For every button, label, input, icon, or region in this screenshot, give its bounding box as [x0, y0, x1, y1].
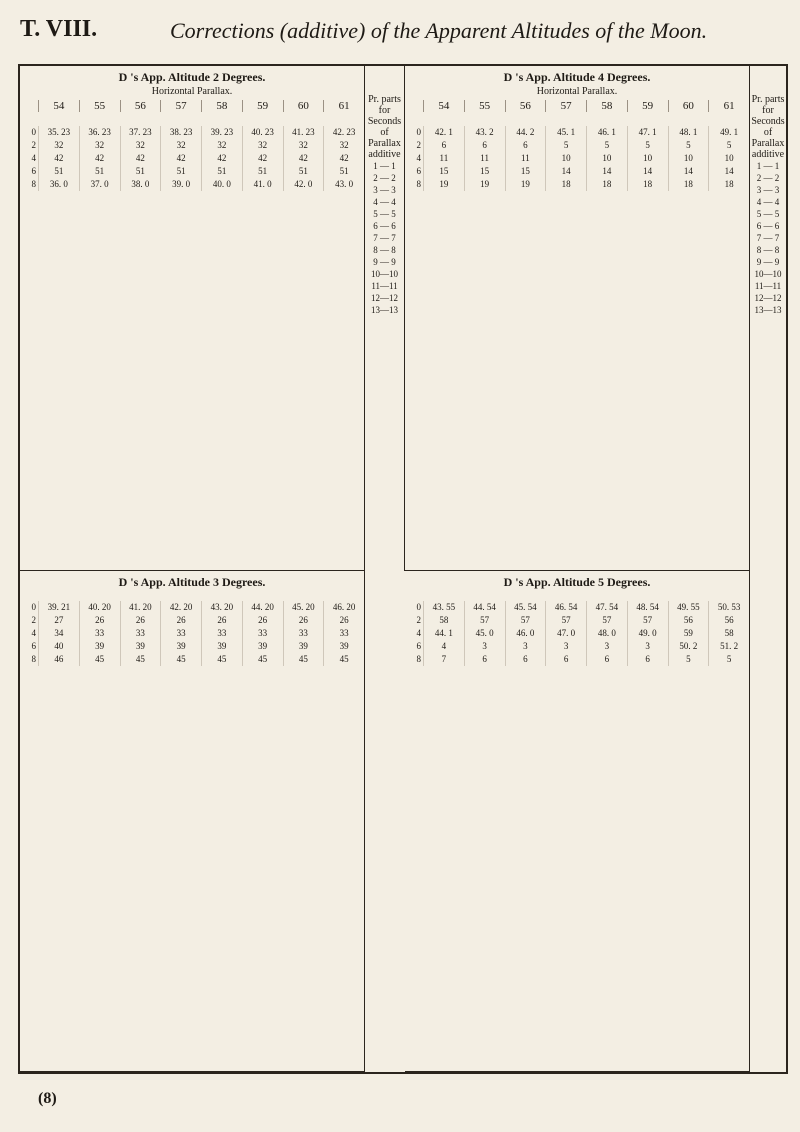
table-cell: 18: [708, 178, 749, 191]
table-cell: 57: [464, 614, 505, 627]
parts-item: 10—10: [371, 269, 398, 279]
table-cell: 39: [242, 640, 283, 653]
table-row: [20, 653, 364, 666]
table-cell: 33: [201, 627, 242, 640]
table-cell: 6: [505, 653, 546, 666]
table-cell: 3: [464, 640, 505, 653]
table-cell: 3: [627, 640, 668, 653]
table-cell: 5: [668, 139, 709, 152]
table-cell: 42. 0: [283, 178, 324, 191]
row-index: 0: [416, 602, 421, 612]
parts-item: 4 — 4: [756, 197, 780, 207]
table-cell: 32: [201, 139, 242, 152]
table-cell: 19: [423, 178, 464, 191]
table-row: [405, 614, 749, 627]
table-cell: 4: [423, 640, 464, 653]
table-cell: 40. 20: [79, 601, 120, 614]
table-cell: 32: [160, 139, 201, 152]
parts-item: 9 — 9: [373, 257, 396, 267]
table-cell: 43. 0: [323, 178, 364, 191]
table-cell: 43. 55: [423, 601, 464, 614]
table-cell: 18: [668, 178, 709, 191]
table-cell: 40. 0: [201, 178, 242, 191]
row-index: 6: [31, 641, 36, 651]
table-cell: 39. 21: [38, 601, 79, 614]
table-cell: 10: [586, 152, 627, 165]
table-cell: 48. 54: [627, 601, 668, 614]
table-cell: 42: [283, 152, 324, 165]
table-cell: 46. 54: [545, 601, 586, 614]
table-cell: 26: [283, 614, 324, 627]
table-row: [405, 601, 749, 614]
parts-item: 8 — 8: [756, 245, 780, 255]
table-cell: 57: [586, 614, 627, 627]
page-header: [20, 14, 790, 54]
row-index: 2: [31, 140, 36, 150]
table-cell: 32: [120, 139, 161, 152]
row-index: 6: [31, 166, 36, 176]
column-header: 58: [586, 100, 627, 112]
table-row: [405, 640, 749, 653]
table-cell: 39: [323, 640, 364, 653]
table-cell: 33: [79, 627, 120, 640]
parts-item: 11—11: [754, 281, 782, 291]
table-cell: 6: [464, 139, 505, 152]
row-index: 4: [31, 153, 36, 163]
table-cell: 57: [545, 614, 586, 627]
parts-list: [365, 160, 404, 316]
table-cell: 3: [545, 640, 586, 653]
table-cell: 33: [242, 627, 283, 640]
table-cell: 5: [668, 653, 709, 666]
parts-item: 12—12: [371, 293, 398, 303]
column-header: 54: [423, 100, 464, 112]
table-cell: 43. 2: [464, 126, 505, 139]
parts-item: 10—10: [754, 269, 782, 279]
row-index: 0: [416, 127, 421, 137]
block-title: D 's App. Altitude 5 Degrees.: [503, 575, 651, 589]
table-row: [20, 178, 364, 191]
table-cell: 43. 20: [201, 601, 242, 614]
table-cell: 58: [423, 614, 464, 627]
row-index: 8: [416, 654, 421, 664]
table-cell: 56: [668, 614, 709, 627]
table-cell: 10: [708, 152, 749, 165]
table-cell: 42: [38, 152, 79, 165]
table-cell: 57: [505, 614, 546, 627]
table-cell: 45: [160, 653, 201, 666]
table-cell: 51: [242, 165, 283, 178]
row-index: 0: [31, 127, 36, 137]
table-cell: 48. 0: [586, 627, 627, 640]
parts-list: [750, 160, 786, 316]
column-header: 57: [160, 100, 201, 112]
table-cell: 51: [201, 165, 242, 178]
column-headers: [38, 100, 364, 112]
table-cell: 19: [505, 178, 546, 191]
table-cell: 18: [545, 178, 586, 191]
table-cell: 46. 20: [323, 601, 364, 614]
table-row: [405, 152, 749, 165]
table-cell: 6: [464, 653, 505, 666]
parts-item: 3 — 3: [756, 185, 780, 195]
table-cell: 42: [201, 152, 242, 165]
table-cell: 32: [242, 139, 283, 152]
parts-item: 5 — 5: [756, 209, 780, 219]
table-cell: 18: [627, 178, 668, 191]
table-cell: 15: [464, 165, 505, 178]
table-cell: 45: [323, 653, 364, 666]
table-cell: 32: [283, 139, 324, 152]
table-cell: 42. 1: [423, 126, 464, 139]
table-cell: 14: [545, 165, 586, 178]
table-row: [405, 178, 749, 191]
table-row: [20, 165, 364, 178]
table-cell: 5: [708, 139, 749, 152]
table-cell: 39: [79, 640, 120, 653]
table-cell: 5: [627, 139, 668, 152]
table-row: [20, 601, 364, 614]
parts-title: Pr. parts for Seconds of Parallax additive: [367, 94, 402, 160]
table-cell: 41. 23: [283, 126, 324, 139]
table-cell: 39. 23: [201, 126, 242, 139]
table-cell: 58: [708, 627, 749, 640]
table-cell: 14: [708, 165, 749, 178]
parts-item: 13—13: [371, 305, 398, 315]
table-cell: 39: [283, 640, 324, 653]
table-cell: 51: [79, 165, 120, 178]
table-cell: 44. 2: [505, 126, 546, 139]
table-cell: 39: [160, 640, 201, 653]
column-header: 56: [505, 100, 546, 112]
table-cell: 50. 53: [708, 601, 749, 614]
table-cell: 49. 1: [708, 126, 749, 139]
table-cell: 36. 23: [79, 126, 120, 139]
table-cell: 26: [201, 614, 242, 627]
table-cell: 18: [586, 178, 627, 191]
table-cell: 45. 1: [545, 126, 586, 139]
column-header: 61: [708, 100, 749, 112]
table-cell: 40: [38, 640, 79, 653]
row-index: 6: [416, 166, 421, 176]
data-rows: [405, 601, 749, 666]
row-index: 4: [416, 153, 421, 163]
altitude-block-2: [20, 66, 365, 571]
block-subtitle: Horizontal Parallax.: [536, 86, 618, 97]
table-cell: 47. 1: [627, 126, 668, 139]
parts-item: 1 — 1: [756, 161, 780, 171]
table-cell: 45. 0: [464, 627, 505, 640]
parts-item: 1 — 1: [373, 161, 396, 171]
table-cell: 11: [464, 152, 505, 165]
proportional-parts-left: [365, 66, 405, 571]
parts-item: 6 — 6: [373, 221, 396, 231]
table-cell: 19: [464, 178, 505, 191]
table-row: [20, 640, 364, 653]
parts-item: 9 — 9: [756, 257, 780, 267]
parts-item: 3 — 3: [373, 185, 396, 195]
table-cell: 37. 23: [120, 126, 161, 139]
table-row: [405, 653, 749, 666]
table-cell: 46. 1: [586, 126, 627, 139]
table-cell: 45: [79, 653, 120, 666]
table-cell: 3: [586, 640, 627, 653]
table-cell: 44. 20: [242, 601, 283, 614]
data-rows: [20, 601, 364, 666]
row-index: 6: [416, 641, 421, 651]
table-cell: 51: [160, 165, 201, 178]
table-cell: 7: [423, 653, 464, 666]
table-cell: 38. 0: [120, 178, 161, 191]
table-cell: 6: [505, 139, 546, 152]
table-cell: 32: [38, 139, 79, 152]
table-cell: 6: [586, 653, 627, 666]
table-cell: 32: [79, 139, 120, 152]
table-cell: 26: [242, 614, 283, 627]
row-index: 8: [31, 179, 36, 189]
table-cell: 46. 0: [505, 627, 546, 640]
column-header: 59: [627, 100, 668, 112]
table-row: [405, 627, 749, 640]
table-cell: 10: [627, 152, 668, 165]
row-index: 4: [416, 628, 421, 638]
row-index: 8: [31, 654, 36, 664]
table-cell: 51: [120, 165, 161, 178]
table-cell: 50. 2: [668, 640, 709, 653]
row-index: 0: [31, 602, 36, 612]
row-index: 4: [31, 628, 36, 638]
parts-item: 13—13: [754, 305, 782, 315]
parts-item: 6 — 6: [756, 221, 780, 231]
table-cell: 15: [423, 165, 464, 178]
altitude-block-5: [405, 571, 750, 1072]
table-tag: T. VIII.: [20, 16, 98, 42]
row-index: 8: [416, 179, 421, 189]
column-header: 55: [79, 100, 120, 112]
page-number: (8): [38, 1090, 57, 1107]
table-cell: 5: [586, 139, 627, 152]
table-cell: 42: [79, 152, 120, 165]
table-cell: 42: [323, 152, 364, 165]
table-cell: 33: [160, 627, 201, 640]
table-cell: 38. 23: [160, 126, 201, 139]
table-cell: 45. 54: [505, 601, 546, 614]
table-cell: 47. 54: [586, 601, 627, 614]
table-cell: 46: [38, 653, 79, 666]
table-row: [20, 152, 364, 165]
table-cell: 10: [545, 152, 586, 165]
table-cell: 49. 55: [668, 601, 709, 614]
table-cell: 32: [323, 139, 364, 152]
table-cell: 49. 0: [627, 627, 668, 640]
table-cell: 37. 0: [79, 178, 120, 191]
table-cell: 6: [627, 653, 668, 666]
block-title: D 's App. Altitude 4 Degrees.: [503, 70, 651, 84]
parts-item: 11—11: [371, 281, 398, 291]
table-cell: 39. 0: [160, 178, 201, 191]
table-cell: 41. 20: [120, 601, 161, 614]
table-cell: 14: [586, 165, 627, 178]
parts-item: 8 — 8: [373, 245, 396, 255]
table-cell: 14: [668, 165, 709, 178]
parts-item: 7 — 7: [756, 233, 780, 243]
table-cell: 36. 0: [38, 178, 79, 191]
parts-title: Pr. parts for Seconds of Parallax additive: [751, 94, 785, 160]
table-cell: 6: [545, 653, 586, 666]
table-cell: 44. 1: [423, 627, 464, 640]
table-cell: 45: [242, 653, 283, 666]
page-title: Corrections (additive) of the Apparent Altitudes of the Moon.: [170, 18, 708, 43]
table-cell: 10: [668, 152, 709, 165]
table-cell: 47. 0: [545, 627, 586, 640]
table-cell: 15: [505, 165, 546, 178]
table-cell: 11: [505, 152, 546, 165]
table-row: [20, 614, 364, 627]
table-cell: 14: [627, 165, 668, 178]
column-header: 60: [668, 100, 709, 112]
column-header: 59: [242, 100, 283, 112]
column-header: 61: [323, 100, 364, 112]
table-cell: 33: [283, 627, 324, 640]
table-cell: 35. 23: [38, 126, 79, 139]
table-cell: 59: [668, 627, 709, 640]
parts-item: 5 — 5: [373, 209, 396, 219]
table-cell: 42: [160, 152, 201, 165]
table-cell: 33: [323, 627, 364, 640]
table-cell: 42: [242, 152, 283, 165]
column-header: 56: [120, 100, 161, 112]
table-cell: 34: [38, 627, 79, 640]
table-cell: 39: [201, 640, 242, 653]
table-cell: 44. 54: [464, 601, 505, 614]
table-cell: 51. 2: [708, 640, 749, 653]
table-cell: 41. 0: [242, 178, 283, 191]
table-row: [20, 139, 364, 152]
table-cell: 48. 1: [668, 126, 709, 139]
table-cell: 45. 20: [283, 601, 324, 614]
table-cell: 26: [323, 614, 364, 627]
table-cell: 26: [160, 614, 201, 627]
parts-item: 2 — 2: [373, 173, 396, 183]
table-cell: 33: [120, 627, 161, 640]
table-cell: 45: [120, 653, 161, 666]
table-frame: [18, 64, 788, 1074]
table-cell: 6: [423, 139, 464, 152]
altitude-block-3: [20, 571, 365, 1072]
table-cell: 42. 23: [323, 126, 364, 139]
table-cell: 5: [545, 139, 586, 152]
column-header: 60: [283, 100, 324, 112]
column-header: 57: [545, 100, 586, 112]
table-cell: 26: [79, 614, 120, 627]
column-header: 58: [201, 100, 242, 112]
table-cell: 27: [38, 614, 79, 627]
table-cell: 51: [283, 165, 324, 178]
column-headers: [423, 100, 749, 112]
data-rows: [20, 126, 364, 191]
table-row: [20, 627, 364, 640]
row-index: 2: [416, 140, 421, 150]
row-index: 2: [416, 615, 421, 625]
table-cell: 39: [120, 640, 161, 653]
block-subtitle: Horizontal Parallax.: [151, 86, 233, 97]
column-header: 55: [464, 100, 505, 112]
table-row: [405, 165, 749, 178]
data-rows: [405, 126, 749, 191]
parts-item: 7 — 7: [373, 233, 396, 243]
block-title: D 's App. Altitude 3 Degrees.: [118, 575, 266, 589]
table-cell: 26: [120, 614, 161, 627]
block-title: D 's App. Altitude 2 Degrees.: [118, 70, 266, 84]
table-cell: 51: [38, 165, 79, 178]
table-row: [405, 126, 749, 139]
table-cell: 42. 20: [160, 601, 201, 614]
table-cell: 51: [323, 165, 364, 178]
table-cell: 5: [708, 653, 749, 666]
table-cell: 40. 23: [242, 126, 283, 139]
table-cell: 45: [201, 653, 242, 666]
parts-item: 2 — 2: [756, 173, 780, 183]
table-cell: 56: [708, 614, 749, 627]
parts-item: 4 — 4: [373, 197, 396, 207]
table-cell: 57: [627, 614, 668, 627]
column-header: 54: [38, 100, 79, 112]
table-cell: 3: [505, 640, 546, 653]
table-cell: 11: [423, 152, 464, 165]
altitude-block-4: [405, 66, 750, 571]
table-row: [20, 126, 364, 139]
table-cell: 42: [120, 152, 161, 165]
table-row: [405, 139, 749, 152]
table-cell: 45: [283, 653, 324, 666]
parts-item: 12—12: [754, 293, 782, 303]
row-index: 2: [31, 615, 36, 625]
proportional-parts-right: [750, 66, 786, 571]
